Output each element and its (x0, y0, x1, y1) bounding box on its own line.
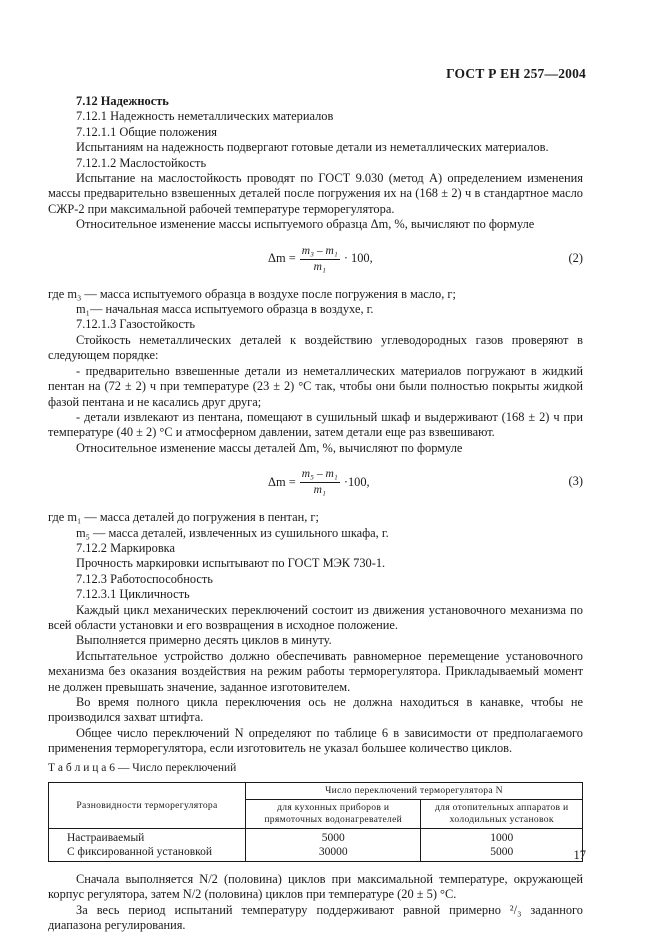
where-clause: где m₁ — масса деталей до погружения в пентан, г; (48, 510, 319, 525)
formula-fraction (300, 468, 340, 497)
paragraph: Выполняется примерно десять циклов в минуту. (76, 633, 332, 648)
cell-value: 5000 (490, 846, 514, 859)
cell-value: 30000 (318, 846, 348, 859)
section-7-12-heading: 7.12 Надежность (76, 94, 169, 108)
table-cell (421, 829, 583, 862)
cell-value: 1000 (490, 832, 514, 845)
paragraph: Прочность маркировки испытывают по ГОСТ МЭК 730-1. (76, 556, 386, 571)
formula-numerator: m₅ – m₁ (300, 468, 340, 483)
paragraph: Стойкость неметаллических деталей к воздействию углеводородных газов проверяют в следующем порядке: (48, 332, 583, 363)
table-cell (49, 829, 246, 862)
formula-2 (48, 237, 583, 283)
formula-lhs: Δm = (268, 251, 296, 266)
list-item: - детали извлекают из пентана, помещают в сушильный шкаф и выдерживают (168 ± 2) ч при температуре (40 ± 2) °С и атмосферном давлении, затем детали еще раз взвешивают. (48, 409, 583, 440)
section-7-12-1-1-heading: 7.12.1.1 Общие положения (76, 124, 217, 139)
formula-3 (48, 460, 583, 506)
table-header-col2: для отопительных аппаратов и холодильных установок (421, 800, 583, 829)
paragraph: Сначала выполняется N/2 (половина) циклов при максимальной температуре, окружающей корпус регулятора, затем N/2 (половина) циклов при температуре (20 ± 5) °С. (48, 872, 583, 902)
formula-number: (3) (568, 474, 583, 489)
page-number: 17 (573, 848, 586, 862)
formula-rhs: · 100, (343, 251, 373, 266)
row-type-label: Настраиваемый (67, 832, 145, 845)
paragraph: Испытание на маслостойкость проводят по ГОСТ 9.030 (метод А) определением изменения массы предварительно взвешенных деталей после погружения их на (168 ± 2) ч в стандартное масло СЖР-2 при максимальной рабочей температуре терморегулятора. (48, 171, 583, 216)
where-clause: где m₃ — масса испытуемого образца в воздухе после погружения в масло, г; (48, 286, 456, 301)
table-header-col1: для кухонных приборов и прямоточных водонагревателей (246, 800, 421, 829)
formula-number: (2) (568, 250, 583, 265)
table-header-type: Разновидности терморегулятора (49, 783, 246, 829)
section-7-12-3-1-heading: 7.12.3.1 Цикличность (76, 587, 190, 602)
section-7-12-3-heading: 7.12.3 Работоспособность (76, 571, 213, 586)
formula-rhs: ·100, (343, 474, 370, 489)
paragraph: Относительное изменение массы испытуемого образца Δm, %, вычисляют по формуле (76, 217, 535, 232)
paragraph: Каждый цикл механических переключений состоит из движения установочного механизма по всей области установки и его возвращения в исходное положение. (48, 602, 583, 632)
where-clause: m₁— начальная масса испытуемого образца в воздухе, г. (76, 302, 374, 317)
where-clause: m₅ — масса деталей, извлеченных из сушильного шкафа, г. (76, 525, 389, 540)
switching-count-table (48, 782, 583, 862)
paragraph: Испытаниям на надежность подвергают готовые детали из неметаллических материалов. (76, 140, 549, 155)
formula-lhs: Δm = (268, 474, 296, 489)
formula-denominator: m₁ (313, 484, 326, 497)
table-cell (246, 829, 421, 862)
paragraph: Общее число переключений N определяют по таблице 6 в зависимости от предполагаемого применения терморегулятора, если изготовитель не указал большее количество циклов. (48, 725, 583, 756)
document-body (48, 94, 583, 934)
paragraph: Во время полного цикла переключения ось не должна находиться в канавке, чтобы не производился захват штифта. (48, 695, 583, 725)
list-item: - предварительно взвешенные детали из неметаллических материалов погружают в жидкий пентан на (72 ± 2) ч при температуре (23 ± 2) °С так, чтобы они были полностью покрыты жидкой фазой пентана и не касались друг друга; (48, 363, 583, 409)
formula-denominator: m₁ (313, 260, 326, 273)
section-7-12-1-3-heading: 7.12.1.3 Газостойкость (76, 317, 196, 332)
formula-numerator: m₃ – m₁ (300, 245, 340, 260)
formula-fraction (300, 245, 340, 274)
table-caption: Т а б л и ц а 6 — Число переключений (48, 761, 237, 774)
section-7-12-1-2-heading: 7.12.1.2 Маслостойкость (76, 155, 207, 170)
row-type-label: С фиксированной установкой (67, 846, 213, 859)
paragraph: За весь период испытаний температуру поддерживают равной примерно ²/₃ заданного диапазона регулирования. (48, 902, 583, 933)
section-7-12-1-heading: 7.12.1 Надежность неметаллических материалов (76, 109, 334, 124)
standard-code: ГОСТ Р ЕН 257—2004 (446, 66, 586, 81)
table-header-number: Число переключений терморегулятора N (246, 783, 583, 800)
section-7-12-2-heading: 7.12.2 Маркировка (76, 540, 176, 555)
table-row (49, 829, 583, 862)
paragraph: Относительное изменение массы деталей Δm, %, вычисляют по формуле (76, 440, 463, 455)
cell-value: 5000 (321, 832, 345, 845)
paragraph: Испытательное устройство должно обеспечивать равномерное перемещение установочного механизма без оказания воздействия на режим работы терморегулятора. Прикладываемый момент не должен превышать значение, заданное изготовителем. (48, 648, 583, 694)
